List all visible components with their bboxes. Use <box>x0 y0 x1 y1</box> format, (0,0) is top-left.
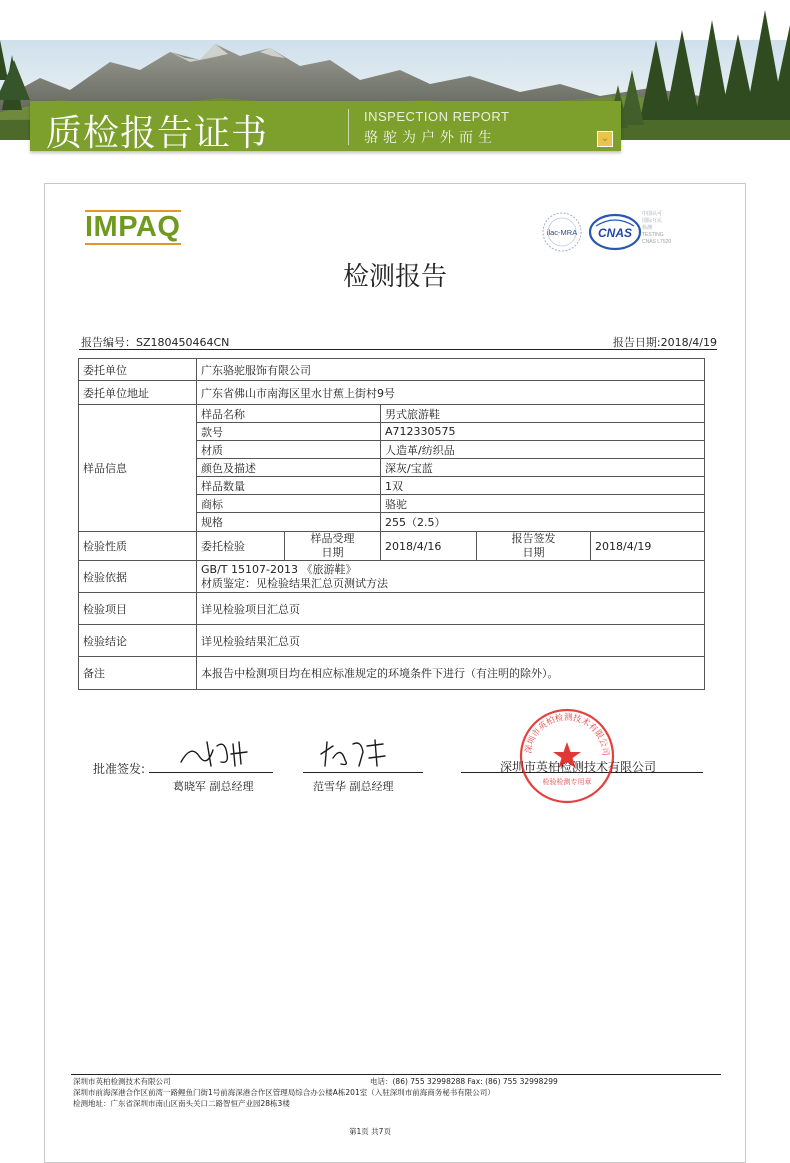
signature-1-line <box>149 772 273 773</box>
sample-key: 款号 <box>197 423 381 441</box>
sample-key: 样品数量 <box>197 477 381 495</box>
table-row <box>79 405 705 423</box>
banner-subtitle-en: INSPECTION REPORT <box>364 109 510 124</box>
company-name: 深圳市英柏检测技术有限公司 <box>500 760 657 774</box>
table-row <box>79 625 705 657</box>
conclusion-label: 检验结论 <box>79 625 197 657</box>
banner-title: 质检报告证书 <box>46 113 269 154</box>
issue-label-line1: 报告签发 <box>511 532 556 545</box>
basis-line1: GB/T 15107-2013 《旅游鞋》 <box>201 562 357 576</box>
footer-contact: 电话：(86) 755 32998288 Fax: (86) 755 32998299 <box>370 1077 558 1086</box>
sample-key: 样品名称 <box>197 405 381 423</box>
signature-2-line <box>303 772 423 773</box>
remark-label: 备注 <box>79 657 197 690</box>
report-info-table <box>78 358 705 690</box>
cnas-accreditation-text: 中国认可 国际互认 检测 TESTING CNAS L7520 <box>642 211 672 245</box>
items-value: 详见检验项目汇总页 <box>197 593 705 625</box>
table-row <box>79 593 705 625</box>
footer-divider <box>71 1074 721 1075</box>
report-document <box>44 183 746 1163</box>
table-row <box>79 359 705 381</box>
remark-value: 本报告中检测项目均在相应标准规定的环境条件下进行（有注明的除外）。 <box>197 657 705 690</box>
ilac-text: ilac-MRA <box>546 228 578 237</box>
footer-address-1: 深圳市前海深港合作区前湾一路鲤鱼门街1号前海深港合作区管理局综合办公楼A栋201室（入驻深圳市前海商务秘书有限公司） <box>73 1088 495 1097</box>
nature-value: 委托检验 <box>197 532 285 561</box>
nature-label: 检验性质 <box>79 532 197 561</box>
table-row <box>79 561 705 593</box>
page-number: 第1页 共7页 <box>349 1127 391 1136</box>
sample-key: 材质 <box>197 441 381 459</box>
issue-label-line2: 日期 <box>522 546 545 559</box>
signer-2-name: 范雪华 副总经理 <box>313 780 394 793</box>
approve-label: 批准签发: <box>93 762 146 776</box>
sample-value: 人造革/纺织品 <box>381 441 705 459</box>
receive-date-value: 2018/4/16 <box>381 532 477 561</box>
table-row <box>79 532 705 561</box>
banner-subtitle-cn: 骆驼为户外而生 <box>364 130 497 146</box>
report-number: 报告编号：SZ180450464CN <box>81 336 230 349</box>
sample-value: 1双 <box>381 477 705 495</box>
cnas-text: CNAS <box>597 226 633 240</box>
meta-divider <box>79 349 717 350</box>
receive-label-line2: 日期 <box>321 546 344 559</box>
basis-label: 检验依据 <box>79 561 197 593</box>
footer-address-2: 检测地址：广东省深圳市南山区南头关口二路智恒产业园28栋3楼 <box>73 1099 290 1108</box>
address-label: 委托单位地址 <box>79 381 197 405</box>
client-value: 广东骆驼服饰有限公司 <box>197 359 705 381</box>
sample-value: 深灰/宝蓝 <box>381 459 705 477</box>
chevron-down-icon: ⌄ <box>597 131 613 147</box>
footer-company: 深圳市英柏检测技术有限公司 <box>73 1077 171 1086</box>
sample-value: 255（2.5） <box>381 513 705 532</box>
official-seal-stamp <box>517 706 617 806</box>
report-date: 报告日期:2018/4/19 <box>612 336 717 349</box>
title-bar <box>30 101 621 154</box>
basis-line2: 材质鉴定：见检验结果汇总页测试方法 <box>201 576 388 590</box>
receive-label-line1: 样品受理 <box>310 532 355 545</box>
table-row <box>79 657 705 690</box>
ilac-mra-logo <box>540 210 584 254</box>
issue-date-label <box>477 532 591 561</box>
seal-star-icon <box>553 742 581 768</box>
sample-key: 规格 <box>197 513 381 532</box>
sample-value: 男式旅游鞋 <box>381 405 705 423</box>
address-value: 广东省佛山市南海区里水甘蕉上街村9号 <box>197 381 705 405</box>
sample-key: 商标 <box>197 495 381 513</box>
signature-2-image <box>315 736 395 770</box>
issue-date-value: 2018/4/19 <box>591 532 705 561</box>
signature-1-image <box>177 736 257 770</box>
signer-1-name: 葛晓军 副总经理 <box>173 780 254 793</box>
sample-info-label: 样品信息 <box>79 405 197 532</box>
basis-value <box>197 561 705 593</box>
cnas-logo <box>588 212 642 252</box>
seal-bottom-text: 检验检测专用章 <box>542 778 592 786</box>
conclusion-value: 详见检验结果汇总页 <box>197 625 705 657</box>
seal-top-text: 深圳市英柏检测技术有限公司 <box>523 712 611 757</box>
items-label: 检验项目 <box>79 593 197 625</box>
sample-value: A712330575 <box>381 423 705 441</box>
table-row <box>79 381 705 405</box>
title-divider <box>348 109 349 145</box>
document-title: 检测报告 <box>342 262 447 292</box>
receive-date-label <box>285 532 381 561</box>
sample-key: 颜色及描述 <box>197 459 381 477</box>
client-label: 委托单位 <box>79 359 197 381</box>
logo-bottom-rule <box>85 243 181 245</box>
impaq-logo: IMPAQ <box>85 211 181 243</box>
header-banner <box>0 0 790 160</box>
sample-value: 骆驼 <box>381 495 705 513</box>
